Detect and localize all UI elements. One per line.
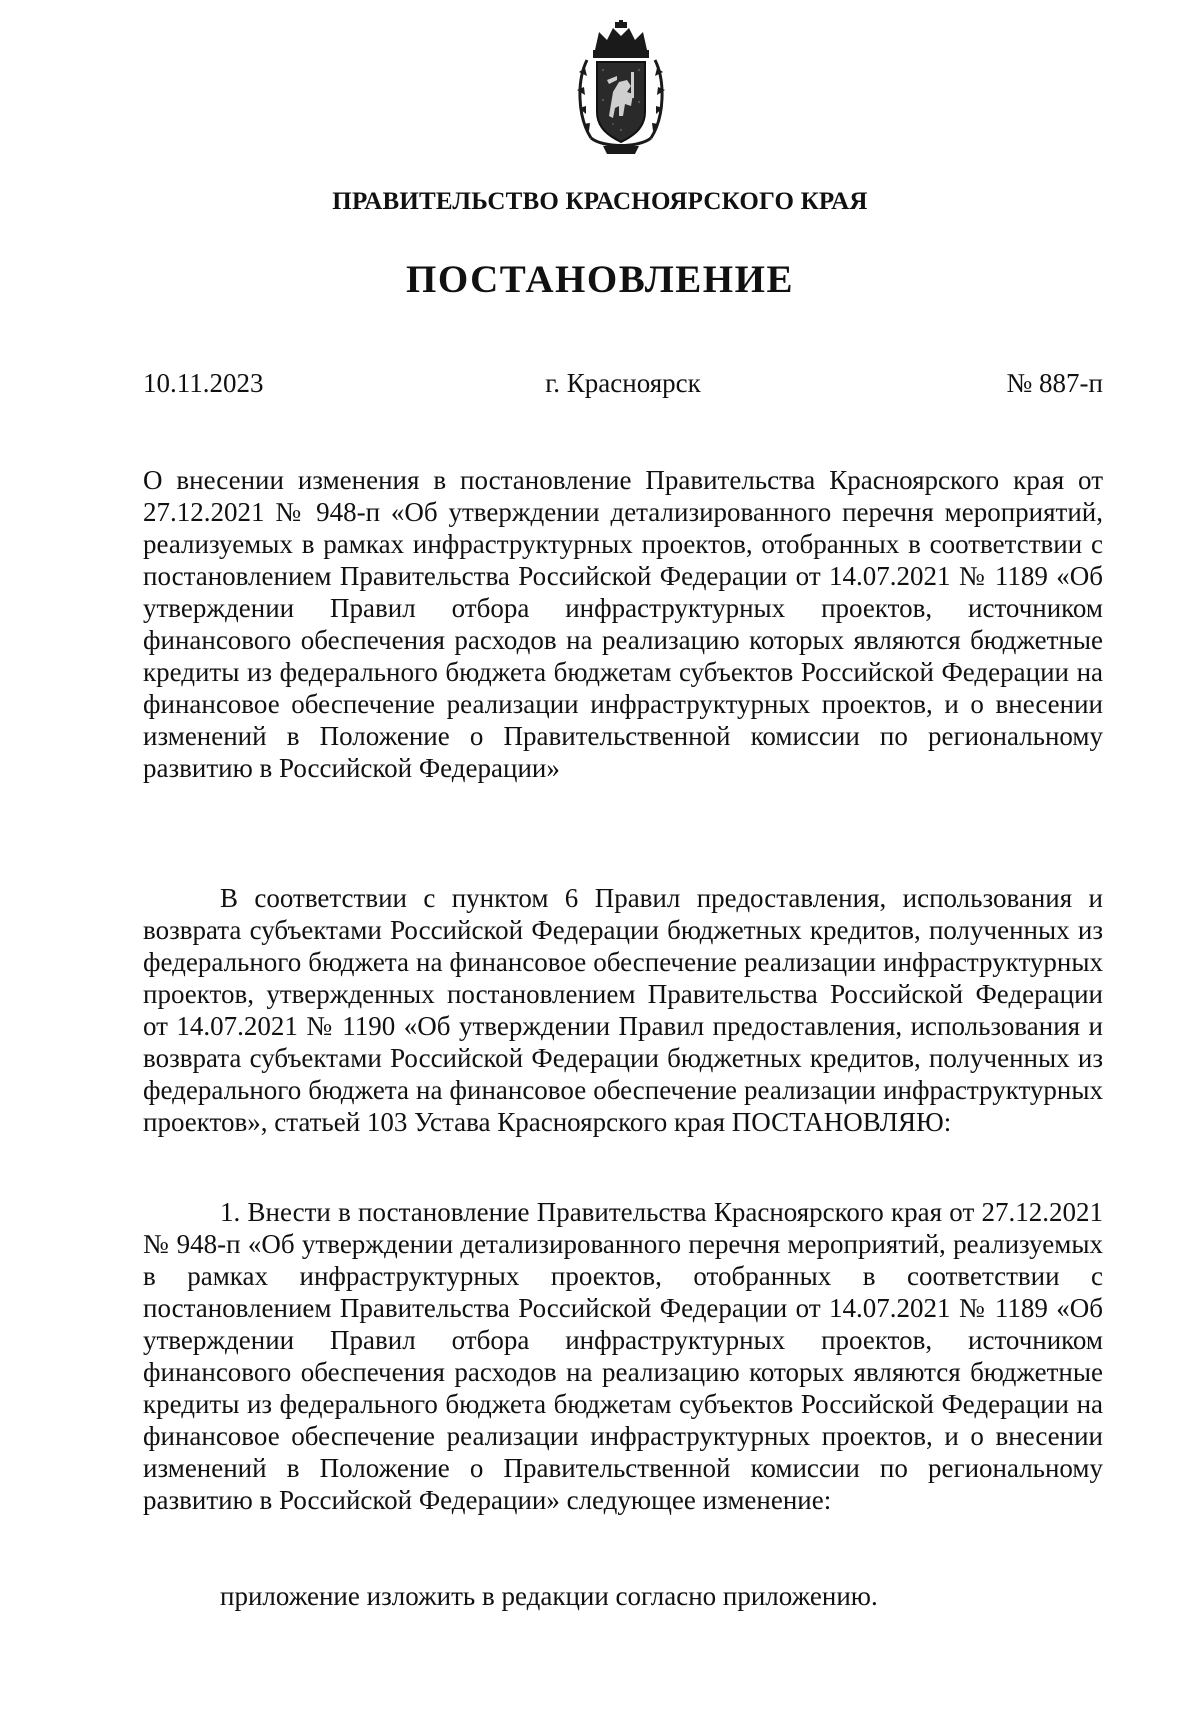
issuing-authority: ПРАВИТЕЛЬСТВО КРАСНОЯРСКОГО КРАЯ	[332, 188, 868, 215]
subject-text: О внесении изменения в постановление Правительства Красноярского края от 27.12.2021 № 948-п «Об утверждении детализированного перечня мероприятий, реализуемых в рамках инфраструктурных проектов, отобранных в соответствии с постановлением Правительства Российской Федерации от 14.07.2021 № 1189 «Об утверждении Правил отбора инфраструктурных проектов, источником финансового обеспечения расходов на реализацию которых являются бюджетные кредиты из федерального бюджета бюджетам субъектов Российской Федерации на финансовое обеспечение реализации инфраструктурных проектов, и о внесении изменений в Положение о Правительственной комиссии по региональному развитию в Российской Федерации»	[143, 465, 1103, 783]
body-item-1	[143, 1196, 1103, 1516]
body-preamble	[143, 882, 1103, 1138]
coat-of-arms-icon	[573, 20, 669, 156]
document-meta-row	[143, 368, 1103, 402]
document-number: № 887-п	[1006, 368, 1103, 398]
change-paragraph: приложение изложить в редакции согласно приложению.	[220, 1581, 878, 1611]
document-type-title: ПОСТАНОВЛЕНИЕ	[405, 258, 794, 301]
body-change	[143, 1580, 1103, 1612]
document-date: 10.11.2023	[143, 368, 264, 398]
document-subject	[143, 464, 1103, 784]
crown	[593, 20, 649, 58]
preamble-paragraph: В соответствии с пунктом 6 Правил предоставления, использования и возврата субъектами Российской Федерации бюджетных кредитов, полученных из федерального бюджета на финансовое обеспечение реализации инфраструктурных проектов, утвержденных постановлением Правительства Российской Федерации от 14.07.2021 № 1190 «Об утверждении Правил предоставления, использования и возврата субъектами Российской Федерации бюджетных кредитов, полученных из федерального бюджета на финансовое обеспечение реализации инфраструктурных проектов», статьей 103 Устава Красноярского края ПОСТАНОВЛЯЮ:	[143, 883, 1103, 1137]
document-city: г. Красноярск	[545, 368, 701, 398]
item-1-paragraph: 1. Внести в постановление Правительства Красноярского края от 27.12.2021 № 948-п «Об утверждении детализированного перечня мероприятий, реализуемых в рамках инфраструктурных проектов, отобранных в соответствии с постановлением Правительства Российской Федерации от 14.07.2021 № 1189 «Об утверждении Правил отбора инфраструктурных проектов, источником финансового обеспечения расходов на реализацию которых являются бюджетные кредиты из федерального бюджета бюджетам субъектов Российской Федерации на финансовое обеспечение реализации инфраструктурных проектов, и о внесении изменений в Положение о Правительственной комиссии по региональному развитию в Российской Федерации» следующее изменение:	[143, 1197, 1103, 1515]
